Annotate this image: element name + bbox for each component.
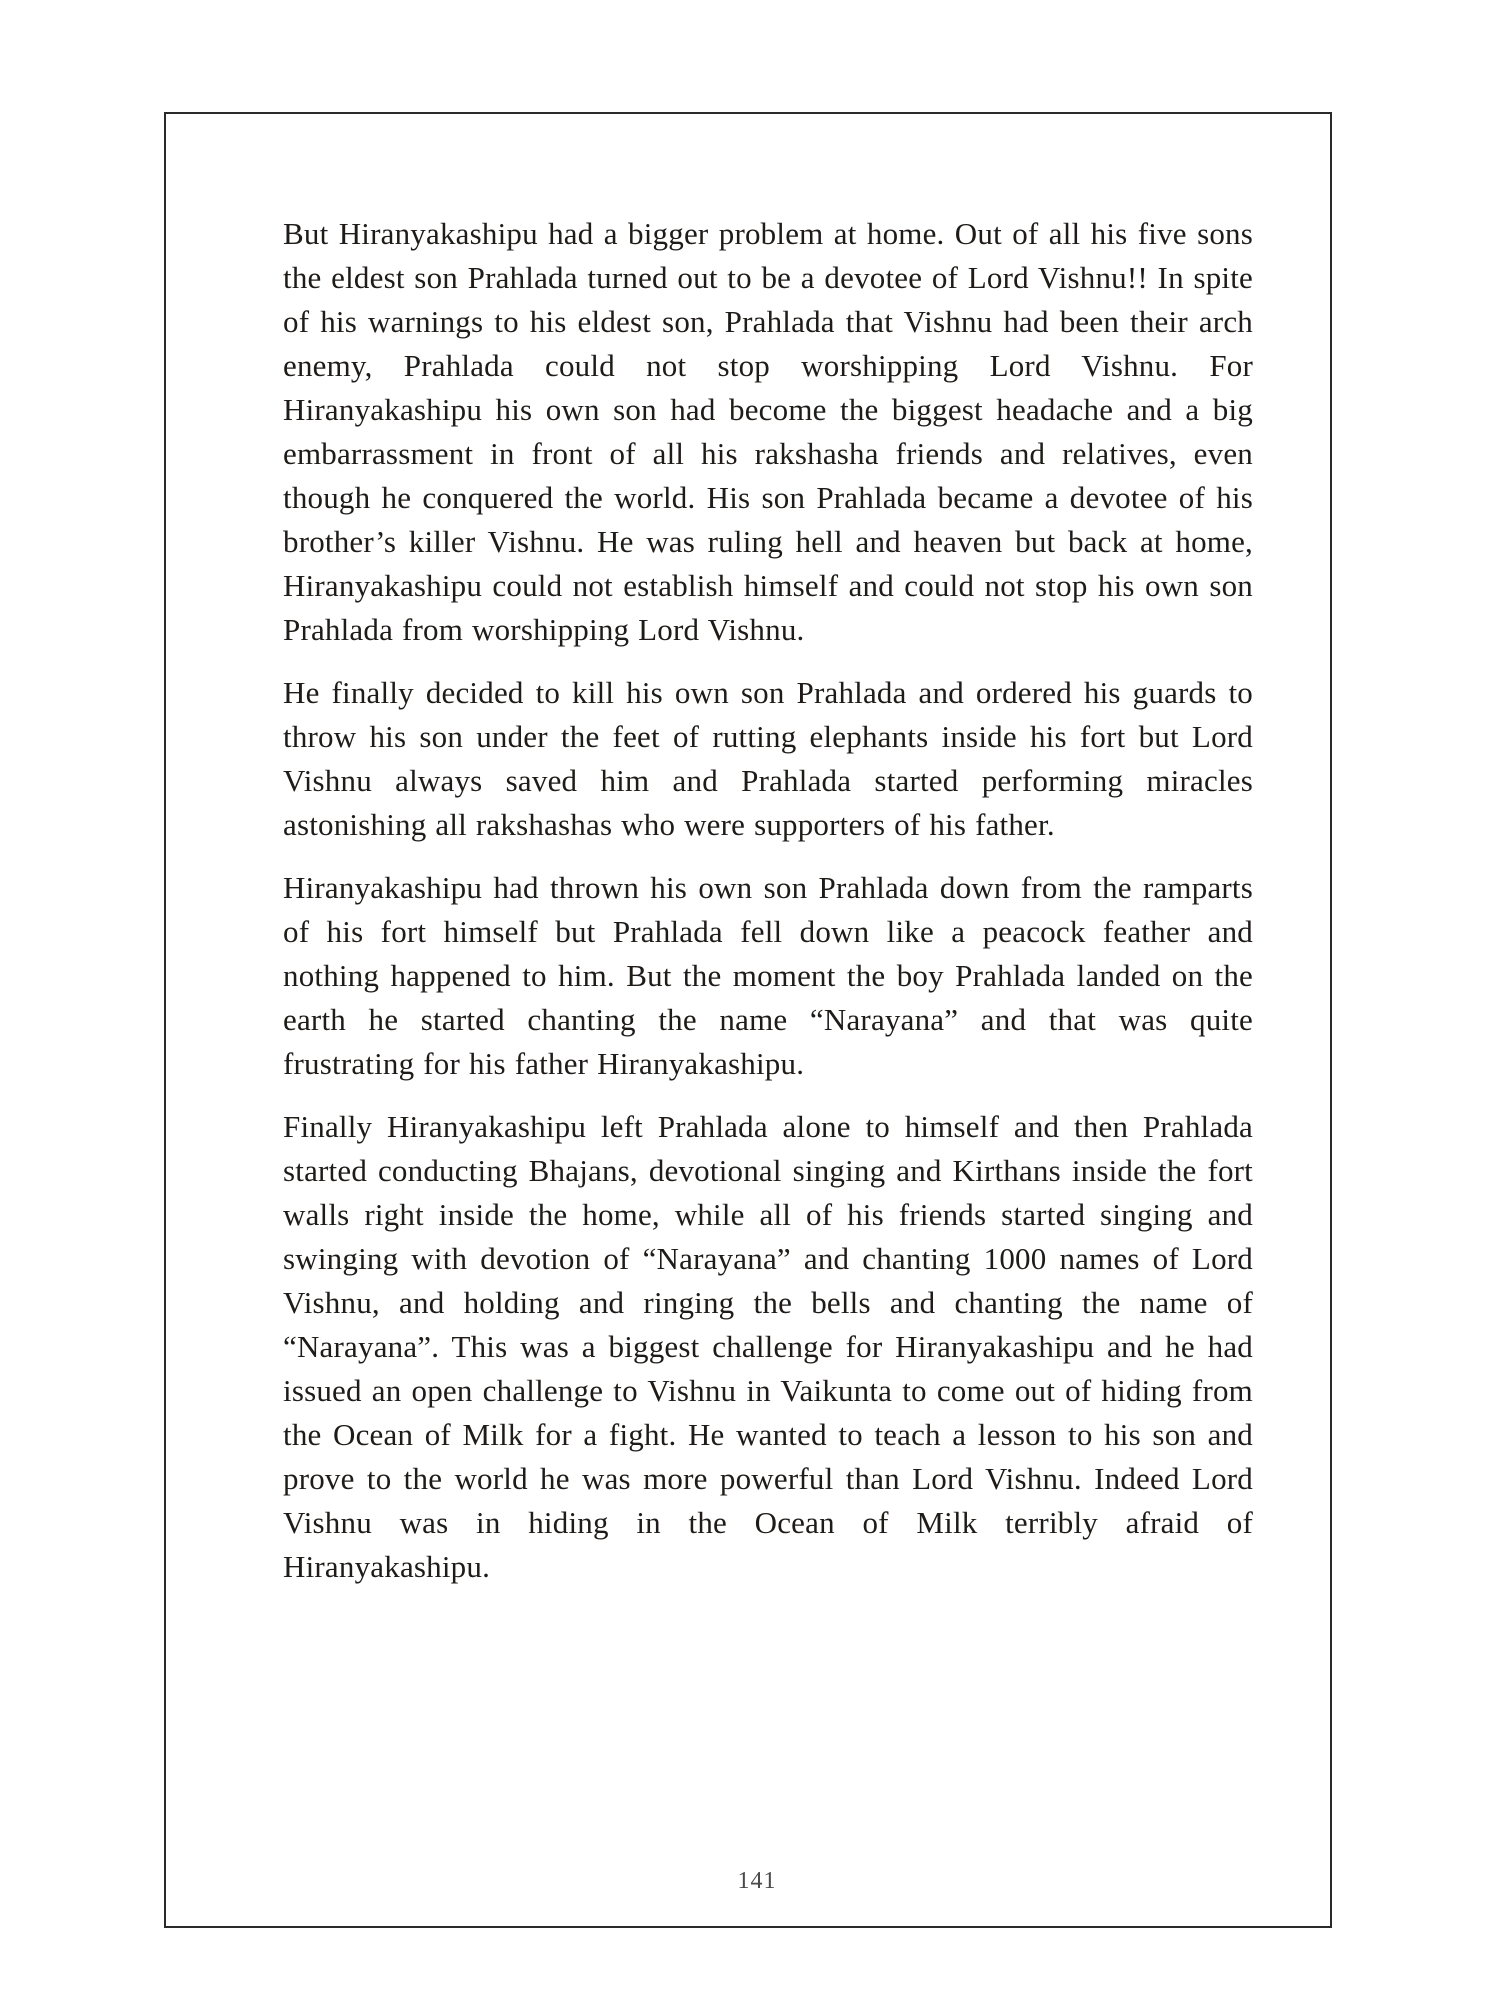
body-text <box>283 212 1253 1589</box>
page-number: 141 <box>737 1868 777 1894</box>
paragraph-4: Finally Hiranyakashipu left Prahlada alone to himself and then Prahlada started conducting Bhajans, devotional singing and Kirthans inside the fort walls right inside the home, while all of his friends started singing and swinging with devotion of “Narayana” and chanting 1000 names of Lord Vishnu, and holding and ringing the bells and chanting the name of “Narayana”. This was a biggest challenge for Hiranyakashipu and he had issued an open challenge to Vishnu in Vaikunta to come out of hiding from the Ocean of Milk for a fight. He wanted to teach a lesson to his son and prove to the world he was more powerful than Lord Vishnu. Indeed Lord Vishnu was in hiding in the Ocean of Milk terribly afraid of Hiranyakashipu. <box>283 1109 1253 1584</box>
paragraph-2: He finally decided to kill his own son Prahlada and ordered his guards to throw his son under the feet of rutting elephants inside his fort but Lord Vishnu always saved him and Prahlada started performing miracles astonishing all rakshashas who were supporters of his father. <box>283 675 1253 842</box>
paragraph-1: But Hiranyakashipu had a bigger problem at home. Out of all his five sons the eldest son Prahlada turned out to be a devotee of Lord Vishnu!! In spite of his warnings to his eldest son, Prahlada that Vishnu had been their arch enemy, Prahlada could not stop worshipping Lord Vishnu. For Hiranyakashipu his own son had become the biggest headache and a big embarrassment in front of all his rakshasha friends and relatives, even though he conquered the world. His son Prahlada became a devotee of his brother’s killer Vishnu. He was ruling hell and heaven but back at home, Hiranyakashipu could not establish himself and could not stop his own son Prahlada from worshipping Lord Vishnu. <box>283 216 1253 647</box>
paragraph-3: Hiranyakashipu had thrown his own son Prahlada down from the ramparts of his fort himself but Prahlada fell down like a peacock feather and nothing happened to him. But the moment the boy Prahlada landed on the earth he started chanting the name “Narayana” and that was quite frustrating for his father Hiranyakashipu. <box>283 870 1253 1081</box>
